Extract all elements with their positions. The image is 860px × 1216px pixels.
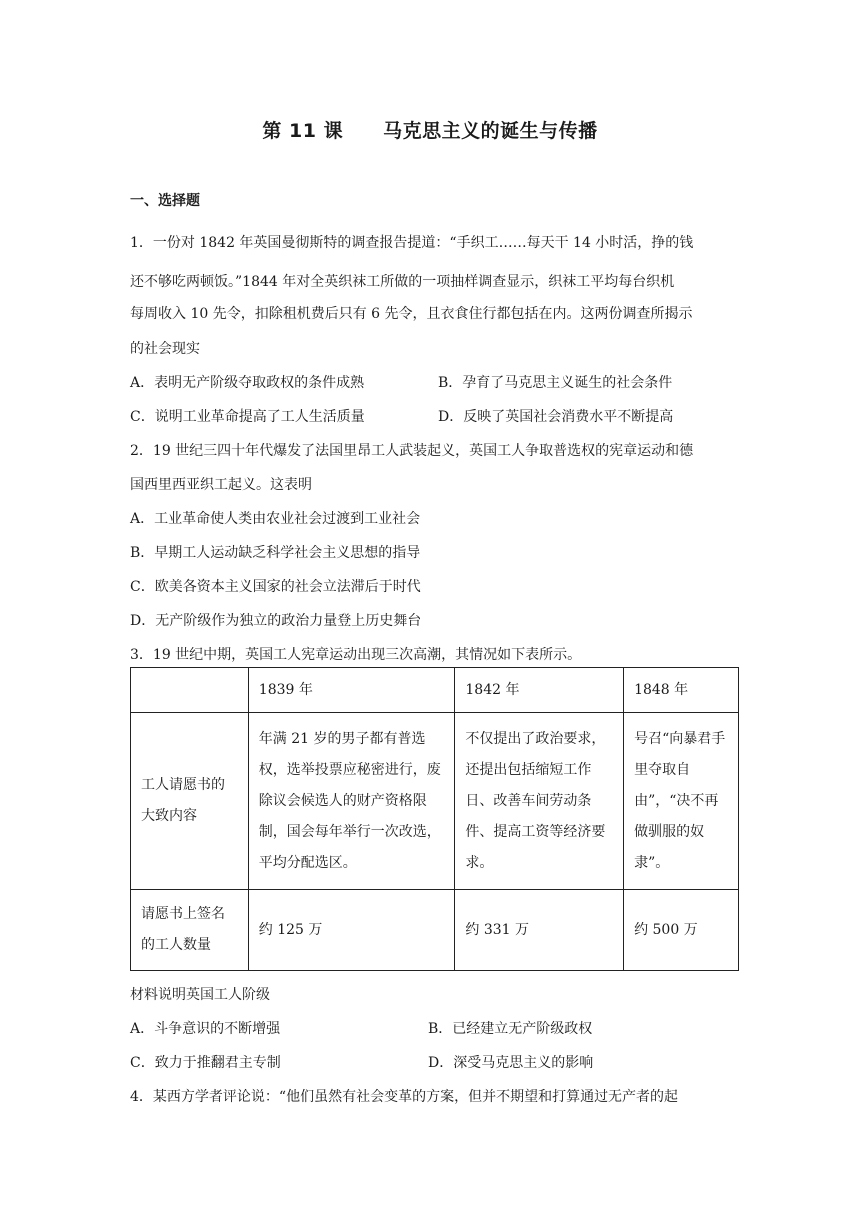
table-row — [131, 713, 739, 890]
table-header-row — [131, 668, 739, 713]
q2-option-a: A．工业革命使人类由农业社会过渡到工业社会 — [130, 511, 421, 527]
table-cell: 约 125 万 — [248, 890, 455, 971]
q3-intro: 3．19 世纪中期，英国工人宪章运动出现三次高潮，其情况如下表所示。 — [130, 647, 582, 663]
q3-option-b: B．已经建立无产阶级政权 — [428, 1021, 593, 1037]
table-cell: 年满 21 岁的男子都有普选权，选举投票应秘密进行，废除议会候选人的财产资格限制，国会每年举行一次改选，平均分配选区。 — [248, 713, 455, 890]
q1-line: 还不够吃两顿饭。”1844 年对全英织袜工所做的一项抽样调查显示，织袜工平均每台织机 — [130, 274, 675, 290]
table-row-label: 工人请愿书的大致内容 — [131, 713, 249, 890]
q3-option-a: A．斗争意识的不断增强 — [130, 1021, 281, 1037]
q1-line: 的社会现实 — [130, 341, 200, 357]
table-header-cell: 1848 年 — [624, 668, 739, 713]
q1-option-d: D．反映了英国社会消费水平不断提高 — [438, 409, 674, 425]
q3-option-d: D．深受马克思主义的影响 — [428, 1055, 594, 1071]
q2-line: 国西里西亚织工起义。这表明 — [130, 477, 312, 493]
q3-after: 材料说明英国工人阶级 — [130, 987, 270, 1003]
chartist-table — [130, 667, 739, 971]
page-title — [0, 116, 860, 143]
q2-option-d: D．无产阶级作为独立的政治力量登上历史舞台 — [130, 613, 422, 629]
q1-option-a: A．表明无产阶级夺取政权的条件成熟 — [130, 375, 365, 391]
section-heading: 一、选择题 — [130, 193, 200, 209]
table-header-cell: 1839 年 — [248, 668, 455, 713]
lesson-name: 马克思主义的诞生与传播 — [383, 120, 598, 142]
q1-option-b: B．孕育了马克思主义诞生的社会条件 — [438, 375, 673, 391]
table-header-cell — [131, 668, 249, 713]
q2-option-b: B．早期工人运动缺乏科学社会主义思想的指导 — [130, 545, 421, 561]
table-header-cell: 1842 年 — [455, 668, 624, 713]
table-cell: 不仅提出了政治要求，还提出包括缩短工作日、改善车间劳动条件、提高工资等经济要求。 — [455, 713, 624, 890]
table-cell: 号召“向暴君手里夺取自由”，“决不再做驯服的奴隶”。 — [624, 713, 739, 890]
table-cell: 约 331 万 — [455, 890, 624, 971]
q3-option-c: C．致力于推翻君主专制 — [130, 1055, 281, 1071]
q1-line: 1．一份对 1842 年英国曼彻斯特的调查报告提道：“手织工……每天干 14 小时活，挣的钱 — [130, 235, 694, 251]
table-row-label: 请愿书上签名的工人数量 — [131, 890, 249, 971]
q2-option-c: C．欧美各资本主义国家的社会立法滞后于时代 — [130, 579, 421, 595]
q1-line: 每周收入 10 先令，扣除租机费后只有 6 先令，且衣食住行都包括在内。这两份调查所揭示 — [130, 306, 693, 322]
q1-option-c: C．说明工业革命提高了工人生活质量 — [130, 409, 365, 425]
q4-line: 4．某西方学者评论说：“他们虽然有社会变革的方案，但并不期望和打算通过无产者的起 — [130, 1089, 679, 1105]
table-row — [131, 890, 739, 971]
lesson-number: 第 11 课 — [262, 120, 344, 142]
q2-line: 2．19 世纪三四十年代爆发了法国里昂工人武装起义，英国工人争取普选权的宪章运动和德 — [130, 443, 694, 459]
table-cell: 约 500 万 — [624, 890, 739, 971]
